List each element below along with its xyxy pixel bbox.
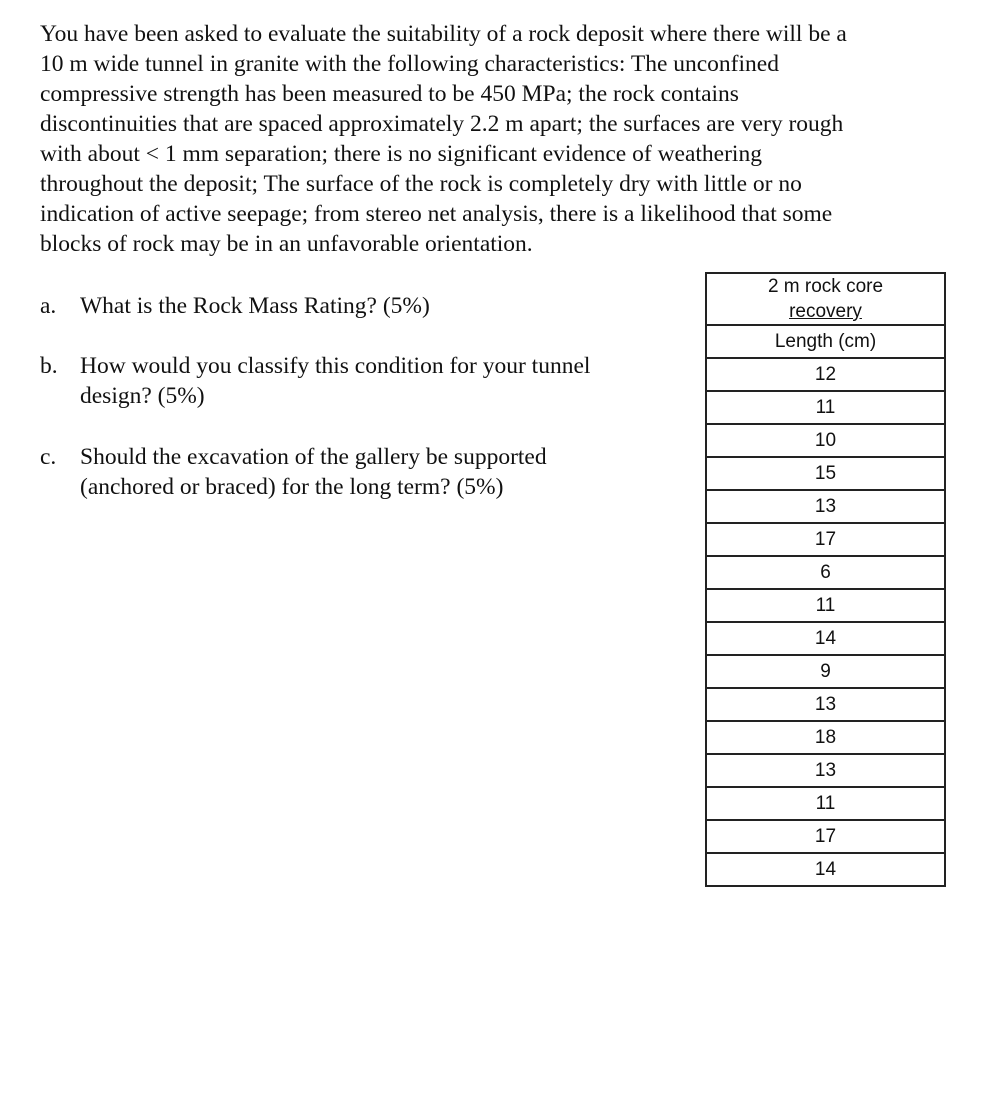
table-row	[706, 358, 945, 391]
intro-line: indication of active seepage; from stereo net analysis, there is a likelihood that some	[40, 201, 833, 227]
question-line: (anchored or braced) for the long term? (5%)	[80, 474, 504, 500]
intro-line: throughout the deposit; The surface of the rock is completely dry with little or no	[40, 171, 802, 197]
length-cell: 17	[706, 523, 945, 556]
length-cell: 15	[706, 457, 945, 490]
table-header-row	[706, 325, 945, 358]
question-a	[40, 291, 680, 321]
intro-line: compressive strength has been measured to be 450 MPa; the rock contains	[40, 81, 739, 107]
intro-line: You have been asked to evaluate the suitability of a rock deposit where there will be a	[40, 21, 847, 47]
length-cell: 14	[706, 622, 945, 655]
intro-line: 10 m wide tunnel in granite with the following characteristics: The unconfined	[40, 51, 779, 77]
table-row	[706, 391, 945, 424]
table-row	[706, 589, 945, 622]
length-cell: 13	[706, 490, 945, 523]
intro-line: blocks of rock may be in an unfavorable orientation.	[40, 231, 533, 257]
table-row	[706, 523, 945, 556]
length-cell: 12	[706, 358, 945, 391]
intro-line: discontinuities that are spaced approximately 2.2 m apart; the surfaces are very rough	[40, 111, 844, 137]
problem-statement	[40, 19, 975, 259]
question-letter: a.	[40, 293, 57, 319]
table-row	[706, 622, 945, 655]
table-row	[706, 655, 945, 688]
question-c	[40, 442, 680, 502]
table-title-row	[706, 273, 945, 325]
intro-line: with about < 1 mm separation; there is no significant evidence of weathering	[40, 141, 762, 167]
rock-core-table	[705, 272, 946, 887]
length-cell: 11	[706, 589, 945, 622]
table-row	[706, 853, 945, 886]
table-row	[706, 754, 945, 787]
question-letter: b.	[40, 353, 58, 379]
table-row	[706, 457, 945, 490]
length-cell: 13	[706, 688, 945, 721]
question-line: Should the excavation of the gallery be supported	[80, 444, 547, 470]
length-cell: 6	[706, 556, 945, 589]
question-line: design? (5%)	[80, 383, 205, 409]
length-cell: 13	[706, 754, 945, 787]
table-row	[706, 688, 945, 721]
table-title-cell	[706, 273, 945, 325]
question-text	[80, 442, 680, 502]
table-row	[706, 556, 945, 589]
question-line: How would you classify this condition for your tunnel	[80, 353, 591, 379]
table-row	[706, 787, 945, 820]
question-b	[40, 351, 680, 411]
column-header: Length (cm)	[706, 325, 945, 358]
length-cell: 14	[706, 853, 945, 886]
table-row	[706, 424, 945, 457]
table-row	[706, 490, 945, 523]
question-letter: c.	[40, 444, 57, 470]
question-text	[80, 351, 680, 411]
length-cell: 17	[706, 820, 945, 853]
length-cell: 11	[706, 391, 945, 424]
question-text	[80, 291, 680, 321]
length-cell: 9	[706, 655, 945, 688]
table-subtitle: recovery	[789, 301, 862, 322]
length-cell: 10	[706, 424, 945, 457]
table-title: 2 m rock core	[767, 276, 884, 297]
question-line: What is the Rock Mass Rating? (5%)	[80, 293, 430, 319]
table-row	[706, 721, 945, 754]
table-row	[706, 820, 945, 853]
length-cell: 11	[706, 787, 945, 820]
length-cell: 18	[706, 721, 945, 754]
